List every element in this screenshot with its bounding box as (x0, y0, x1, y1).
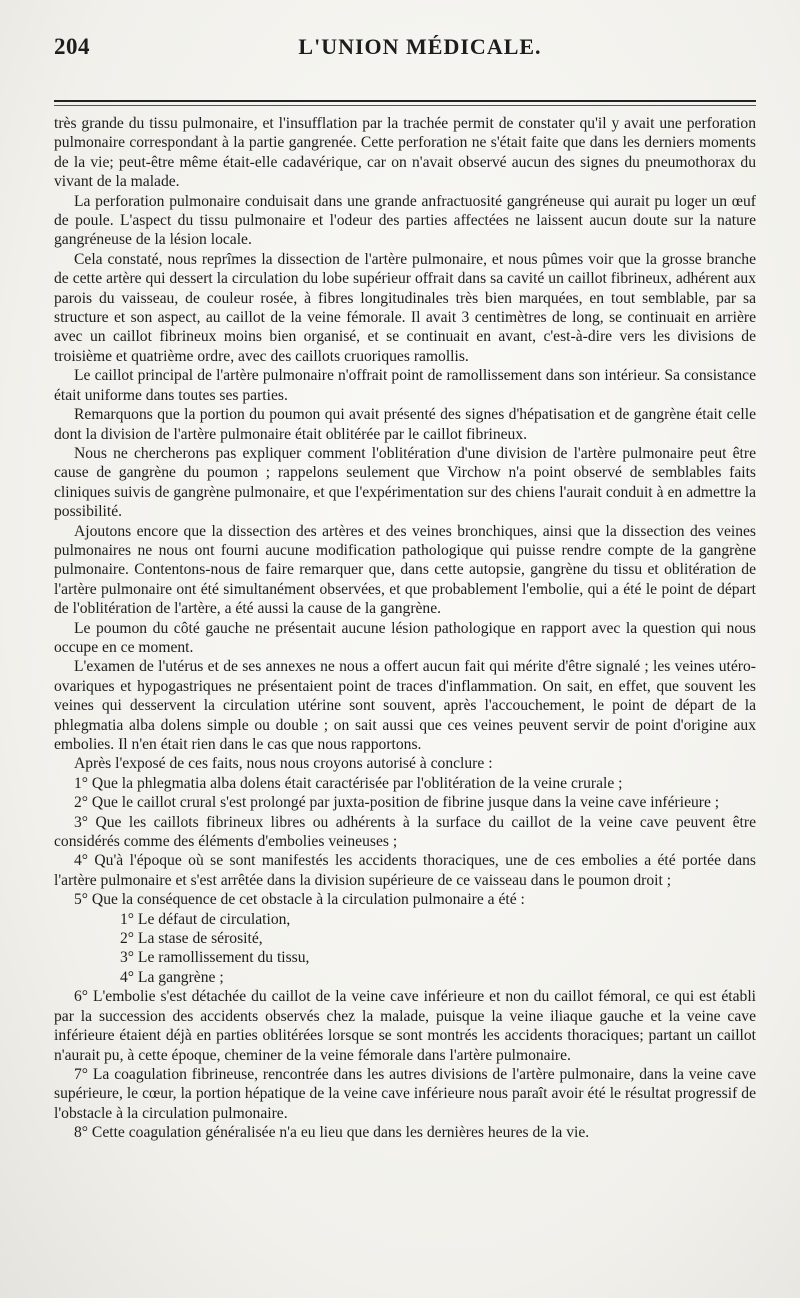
paragraph: Après l'exposé de ces faits, nous nous croyons autorisé à conclure : (74, 755, 493, 773)
paragraph: La perforation pulmonaire conduisait dans une grande anfractuosité gangréneuse qui aurait pu loger un œuf de poule. L'aspect du tissu pulmonaire et l'odeur des parties affectées ne laissent aucun doute sur la nature gangréneuse de la lésion locale. (54, 192, 756, 249)
conclusion-item: 2° Que le caillot crural s'est prolongé par juxta-position de fibrine jusque dans la veine cave inférieure ; (74, 794, 720, 812)
paragraph: Ajoutons encore que la dissection des artères et des veines bronchiques, ainsi que la dissection des veines pulmonaires ne nous ont fourni aucune modification pathologique qui puisse rendre compte de la gangrène pulmonaire. Contentons-nous de faire remarquer que, dans cette autopsie, gangrène du tissu et oblitération de l'artère pulmonaire ont été simultanément observées, et que probablement l'embolie, qui a été le point de départ de l'oblitération de l'artère, a été aussi la cause de la gangrène. (54, 522, 756, 618)
header-rule (54, 100, 756, 102)
conclusion-item: 7° La coagulation fibrineuse, rencontrée dans les autres divisions de l'artère pulmonaire, dans la veine cave supérieure, le cœur, la portion hépatique de la veine cave inférieure nous paraît avoir été le résultat progressif de l'obstacle à la circulation pulmonaire. (54, 1065, 756, 1122)
conclusion-item: 8° Cette coagulation généralisée n'a eu lieu que dans les dernières heures de la vie. (74, 1124, 590, 1142)
paragraph: très grande du tissu pulmonaire, et l'insufflation par la trachée permit de constater qu'il y avait une perforation pulmonaire correspondant à la partie gangrenée. Cette perforation ne s'était faite que dans les derniers moments de la vie; peut-être même était-elle cadavérique, car on n'avait observé aucun des signes du pneumothorax du vivant de la malade. (54, 115, 756, 191)
header-rule-thin (54, 105, 756, 106)
sub-item: 1° Le défaut de circulation, (120, 910, 291, 928)
page-number: 204 (54, 34, 90, 59)
paragraph: Le caillot principal de l'artère pulmonaire n'offrait point de ramollissement dans son intérieur. Sa consistance était uniforme dans toutes ses parties. (54, 367, 756, 404)
running-head: L'UNION MÉDICALE. (298, 34, 542, 59)
sub-item: 4° La gangrène ; (120, 968, 224, 986)
conclusion-item: 3° Que les caillots fibrineux libres ou adhérents à la surface du caillot de la veine cave peuvent être considérés comme des éléments d'embolies veineuses ; (54, 813, 756, 851)
sub-item: 3° Le ramollissement du tissu, (120, 949, 310, 967)
conclusion-item: 1° Que la phlegmatia alba dolens était caractérisée par l'oblitération de la veine crurale ; (74, 774, 623, 792)
paragraph: Le poumon du côté gauche ne présentait aucune lésion pathologique en rapport avec la question qui nous occupe en ce moment. (54, 619, 756, 656)
page-header (54, 30, 756, 64)
sub-item: 2° La stase de sérosité, (120, 930, 263, 948)
conclusion-item: 4° Qu'à l'époque où se sont manifestés les accidents thoraciques, une de ces embolies a été portée dans l'artère pulmonaire et s'est arrêtée dans la division supérieure de ce vaisseau dans le poumon droit ; (54, 852, 756, 889)
conclusion-item: 5° Que la conséquence de cet obstacle à la circulation pulmonaire a été : (74, 891, 525, 909)
paragraph: L'examen de l'utérus et de ses annexes ne nous a offert aucun fait qui mérite d'être signalé ; les veines utéro-ovariques et hypogastriques ne présentaient point de traces d'inflammation. On sait, en effet, que souvent les veines qui desservent la circulation utérine sont souvent, après l'accouchement, le point de départ de la phlegmatia alba dolens simple ou double ; on sait aussi que ces veines peuvent servir de point d'origine aux embolies. Il n'en était rien dans le cas que nous rapportons. (54, 658, 756, 753)
conclusion-item: 6° L'embolie s'est détachée du caillot de la veine cave inférieure et non du caillot fémoral, ce qui est établi par la succession des accidents observés chez la malade, puisque la veine iliaque gauche et la veine cave inférieure étaient déjà en parties oblitérées lorsque se sont montrés les accidents thoraciques; partant un caillot n'aurait pu, à cette époque, cheminer de la veine fémorale dans l'artère pulmonaire. (54, 988, 756, 1064)
paragraph: Cela constaté, nous reprîmes la dissection de l'artère pulmonaire, et nous pûmes voir que la grosse branche de cette artère qui dessert la circulation du lobe supérieur offrait dans sa cavité un caillot fibrineux, adhérent aux parois du vaisseau, de couleur rosée, à fibres longitudinales très bien marquées, en tout semblable, par sa structure et son aspect, au caillot de la veine fémorale. Il avait 3 centimètres de long, se continuait en arrière avec un caillot fibrineux moins bien organisé, et se continuait en avant, c'est-à-dire vers les divisions de troisième et quatrième ordre, avec des caillots cruoriques ramollis. (54, 250, 756, 365)
body-text (54, 114, 756, 1143)
paragraph: Remarquons que la portion du poumon qui avait présenté des signes d'hépatisation et de gangrène était celle dont la division de l'artère pulmonaire était oblitérée par le caillot fibrineux. (54, 406, 756, 443)
paragraph: Nous ne chercherons pas expliquer comment l'oblitération d'une division de l'artère pulmonaire peut être cause de gangrène du poumon ; rappelons seulement que Virchow n'a point observé de semblables faits cliniques suivis de gangrène pulmonaire, et que l'expérimentation sur des chiens l'aurait conduit à en admettre la possibilité. (54, 444, 756, 521)
